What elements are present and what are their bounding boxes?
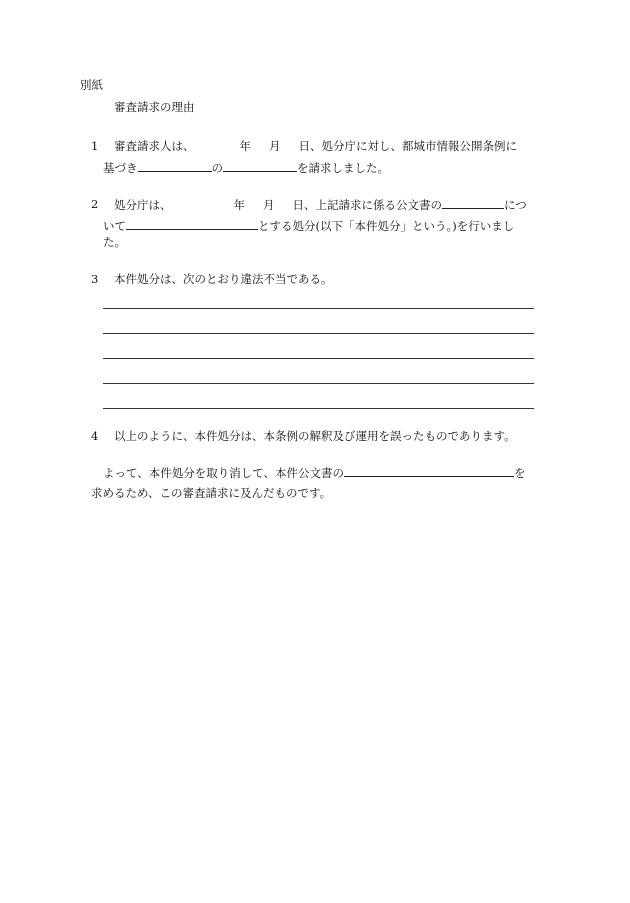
item1-text-basis: 基づき xyxy=(103,161,138,175)
item2-number: 2 xyxy=(91,197,99,211)
item1-line2 xyxy=(103,159,389,176)
closing-text-a: よって、本件処分を取り消して、本件公文書の xyxy=(103,466,345,480)
item1-month: 月 xyxy=(269,139,281,153)
reason-line-1 xyxy=(103,308,534,309)
reason-line-5 xyxy=(103,408,534,409)
item2-line3: た。 xyxy=(103,235,126,249)
item2-line2 xyxy=(103,217,514,234)
item2-text-end: につ xyxy=(504,198,527,212)
item1-line1 xyxy=(114,138,517,154)
item2-blank-1 xyxy=(442,196,504,209)
item2-text-a: 処分庁は、 xyxy=(114,198,172,212)
item1-year: 年 xyxy=(239,139,251,153)
document-title: 審査請求の理由 xyxy=(114,100,195,114)
item2-year: 年 xyxy=(233,198,245,212)
item1-day-text: 日、処分庁に対し、都城市情報公開条例に xyxy=(298,139,517,153)
item4-number: 4 xyxy=(91,429,99,443)
item2-text-disposal: とする処分(以下「本件処分」という。)を行いまし xyxy=(258,219,515,233)
closing-blank xyxy=(344,464,514,477)
item3-number: 3 xyxy=(91,272,99,286)
closing-line2: 求めるため、この審査請求に及んだものです。 xyxy=(91,486,332,500)
reason-line-2 xyxy=(103,333,534,334)
item2-month: 月 xyxy=(263,198,275,212)
item1-number: 1 xyxy=(91,139,99,153)
item1-text-of: の xyxy=(211,161,223,175)
reason-line-3 xyxy=(103,358,534,359)
closing-line1 xyxy=(103,464,526,481)
item2-blank-2 xyxy=(126,217,258,230)
item1-text-request: を請求しました。 xyxy=(297,161,389,175)
item2-day-text: 日、上記請求に係る公文書の xyxy=(292,198,442,212)
reason-line-4 xyxy=(103,383,534,384)
attachment-label: 別紙 xyxy=(80,78,103,92)
item1-blank-1 xyxy=(138,159,212,172)
item4-text: 以上のように、本件処分は、本条例の解釈及び運用を誤ったものであります。 xyxy=(114,429,516,443)
item2-text-about: いて xyxy=(103,219,126,233)
item2-line1 xyxy=(114,196,527,213)
item1-blank-2 xyxy=(223,159,297,172)
item1-text-a: 審査請求人は、 xyxy=(114,139,195,153)
closing-text-b: を xyxy=(514,466,526,480)
item3-text: 本件処分は、次のとおり違法不当である。 xyxy=(114,272,333,286)
